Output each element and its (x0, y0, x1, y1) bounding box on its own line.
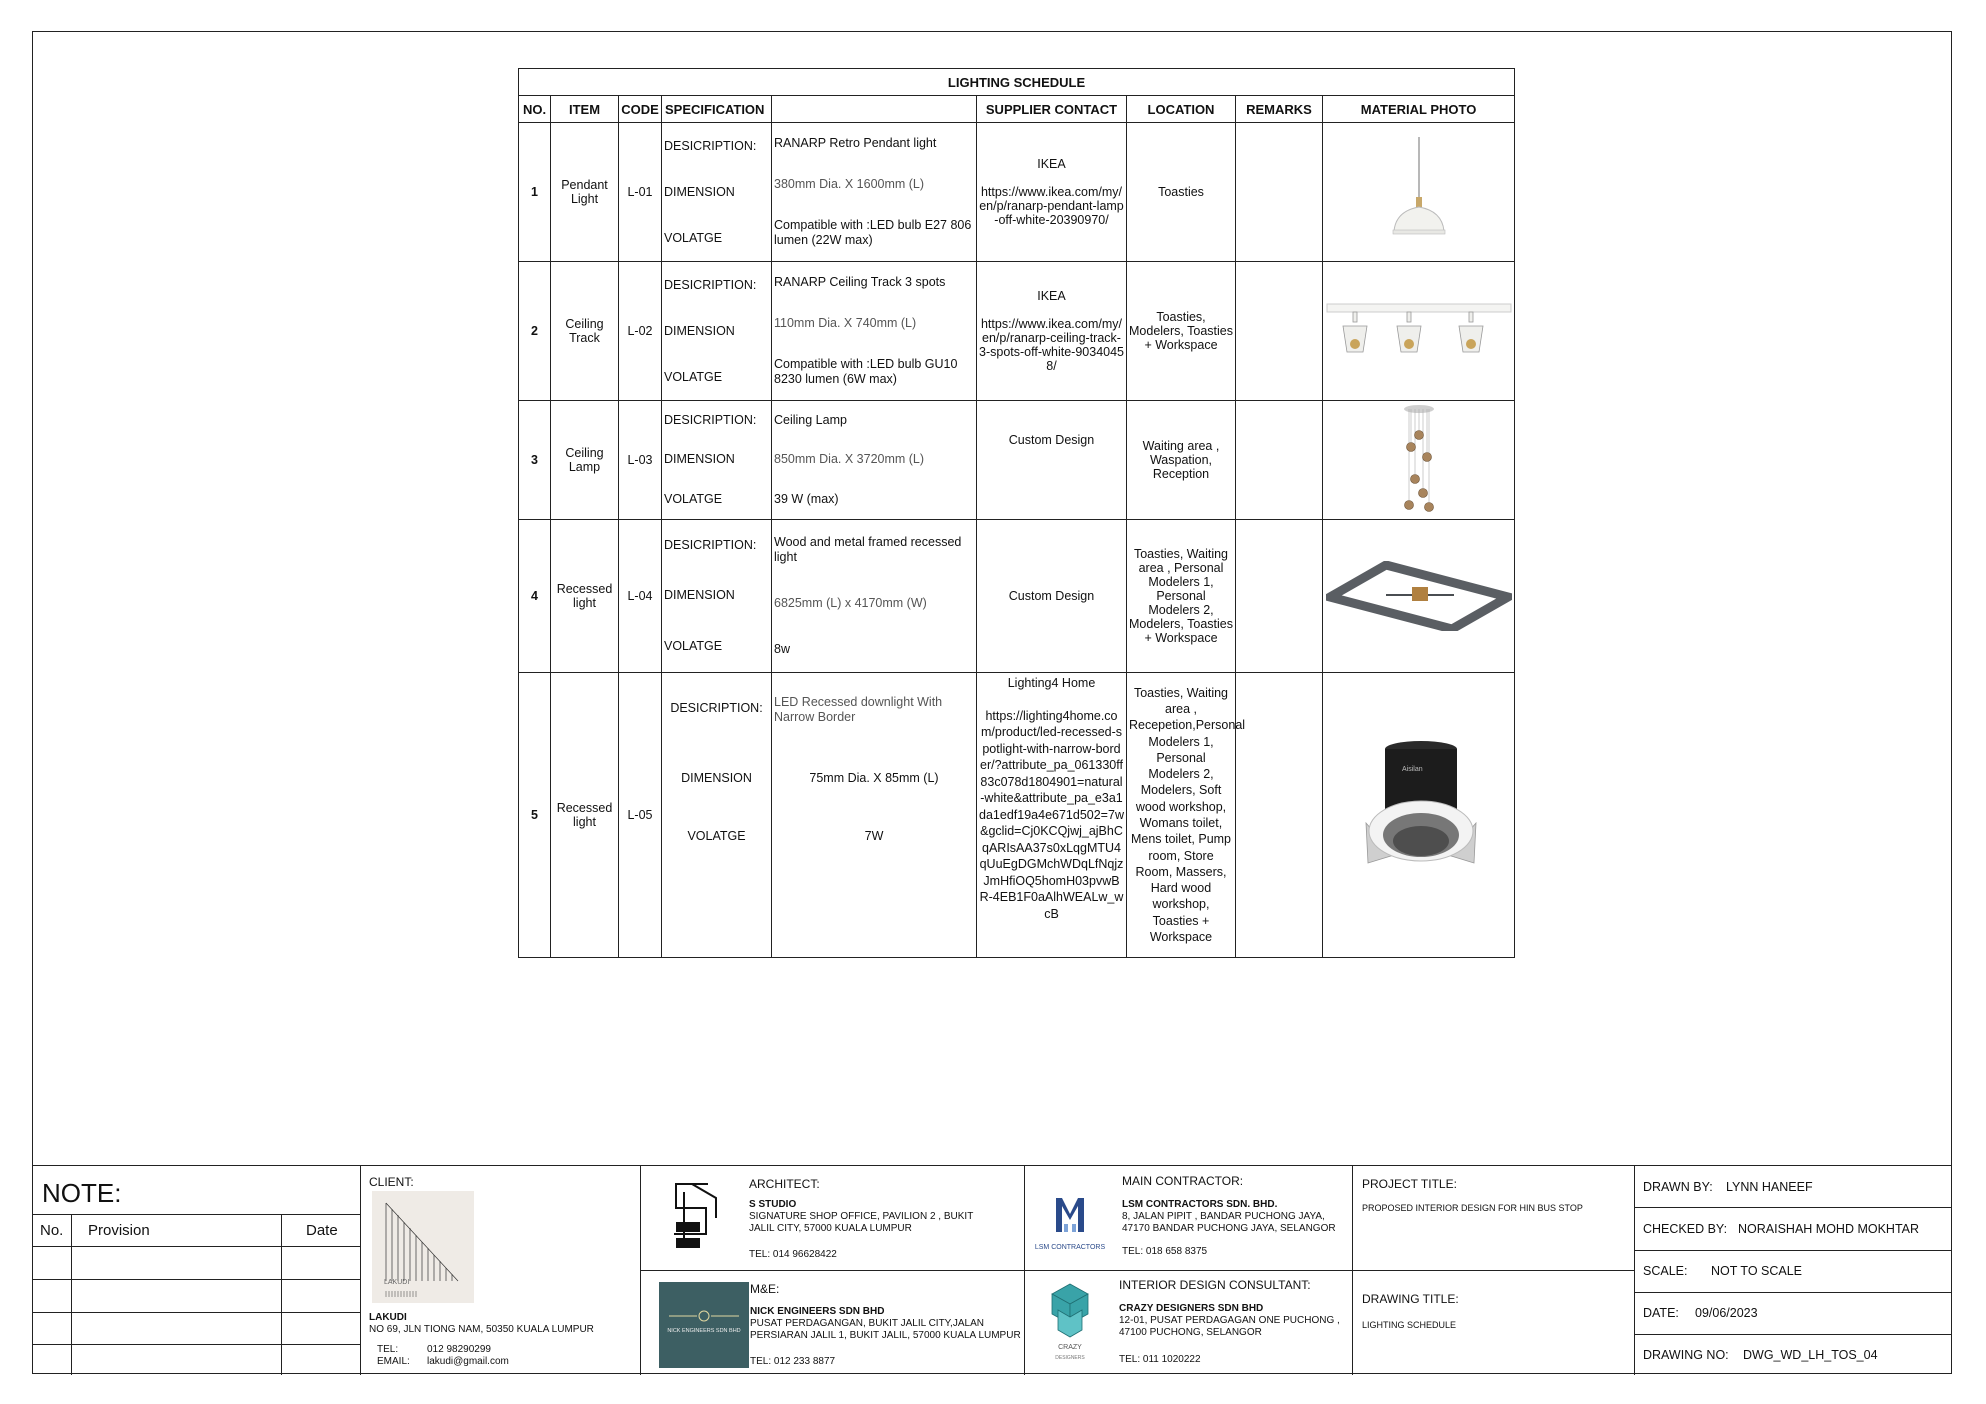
spec-label: DESICRIPTION: (664, 537, 757, 552)
row-remarks (1236, 673, 1323, 958)
crazy-logo-text: CRAZY (1058, 1344, 1082, 1351)
spec-value: Ceiling Lamp (774, 413, 847, 428)
scale-label: SCALE: (1643, 1264, 1688, 1278)
architect-logo (662, 1178, 728, 1267)
note-header-no: No. (40, 1222, 64, 1239)
lsm-logo (1032, 1188, 1108, 1258)
table-row (519, 520, 1515, 673)
architect-address: SIGNATURE SHOP OFFICE, PAVILION 2 , BUKIT JALIL CITY, 57000 KUALA LUMPUR (749, 1211, 974, 1234)
spec-label: VOLATGE (687, 829, 746, 843)
title-block (32, 1165, 1952, 1375)
table-row (519, 673, 1515, 958)
spec-value: RANARP Ceiling Track 3 spots (774, 275, 946, 289)
row-code: L-04 (619, 520, 662, 673)
main-contractor-address: 8, JALAN PIPIT , BANDAR PUCHONG JAYA, 47170 BANDAR PUCHONG JAYA, SELANGOR (1122, 1211, 1336, 1234)
downlight-brand-text: Aisilan (1401, 766, 1423, 773)
spec-label: VOLATGE (664, 491, 723, 506)
client-email-label: EMAIL: (377, 1356, 410, 1367)
spec-value: Compatible with :LED bulb E27 806 lumen (22W max) (774, 218, 972, 247)
spec-value: 850mm Dia. X 3720mm (L) (774, 452, 925, 467)
spec-value: 7W (864, 829, 884, 843)
lighting-schedule-table (518, 68, 1515, 958)
mne-label: M&E: (750, 1282, 780, 1296)
main-contractor-label: MAIN CONTRACTOR: (1122, 1174, 1244, 1188)
spec-value: RANARP Retro Pendant light (774, 136, 937, 150)
id-consultant-label: INTERIOR DESIGN CONSULTANT: (1119, 1278, 1311, 1292)
spec-value: Compatible with :LED bulb GU10 8230 lumen (6W max) (774, 357, 958, 386)
row-location: Waiting area , Waspation, Reception (1127, 401, 1236, 520)
row-location: Toasties, Modelers, Toasties + Workspace (1127, 262, 1236, 401)
drawing-no-label: DRAWING NO: (1643, 1348, 1729, 1362)
supplier-link[interactable]: https://www.ikea.com/my/en/p/ranarp-ceiling-track-3-spots-off-white-90340458/ (979, 317, 1124, 373)
note-title: NOTE: (42, 1178, 122, 1208)
spec-label: VOLATGE (664, 230, 723, 245)
row-location: Toasties (1127, 123, 1236, 262)
id-consultant-tel: TEL: 011 1020222 (1119, 1354, 1201, 1365)
id-consultant-name: CRAZY DESIGNERS SDN BHD (1119, 1303, 1264, 1314)
row-remarks (1236, 401, 1323, 520)
note-header-date: Date (306, 1222, 338, 1239)
downlight-photo (1323, 673, 1515, 958)
cluster-pendant-photo (1323, 401, 1515, 520)
spec-label: DIMENSION (664, 323, 735, 338)
client-address: NO 69, JLN TIONG NAM, 50350 KUALA LUMPUR (369, 1324, 594, 1335)
row-code: L-02 (619, 262, 662, 401)
mne-tel: TEL: 012 233 8877 (750, 1356, 836, 1367)
row-no: 2 (519, 262, 551, 401)
row-item: Recessed light (551, 520, 619, 673)
col-header-code: CODE (619, 96, 662, 123)
spec-value: 8w (774, 641, 790, 656)
client-email: lakudi@gmail.com (427, 1356, 509, 1367)
project-title-value: PROPOSED INTERIOR DESIGN FOR HIN BUS STOP (1362, 1203, 1583, 1213)
client-tel-label: TEL: (377, 1344, 399, 1355)
supplier-link[interactable]: https://www.ikea.com/my/en/p/ranarp-pendant-lamp-off-white-20390970/ (979, 185, 1124, 227)
spec-label: DESICRIPTION: (664, 277, 757, 292)
lsm-logo-text: LSM CONTRACTORS (1034, 1244, 1106, 1251)
supplier-name: Custom Design (1008, 433, 1095, 447)
col-header-photo: MATERIAL PHOTO (1323, 96, 1515, 123)
spec-value: 110mm Dia. X 740mm (L) (774, 316, 917, 330)
spec-label: DIMENSION (664, 588, 735, 603)
pendant-lamp-photo (1323, 123, 1515, 262)
spec-label: DIMENSION (681, 771, 752, 785)
client-logo (372, 1191, 474, 1303)
row-location: Toasties, Waiting area , Recepetion,Personal Modelers 1, Personal Modelers 2, Modelers, Soft wood workshop, Womans toilet, Mens toilet, Pump room, Store Room, Massers, Hard wood workshop, Toasties + Workspace (1127, 673, 1236, 958)
spec-label: DESICRIPTION: (670, 701, 763, 715)
row-no: 3 (519, 401, 551, 520)
col-header-location: LOCATION (1127, 96, 1236, 123)
crazy-logo-subtext: DESIGNERS (1055, 1355, 1085, 1361)
ceiling-track-photo (1323, 262, 1515, 401)
date-label: DATE: (1643, 1306, 1679, 1320)
main-contractor-name: LSM CONTRACTORS SDN. BHD. (1122, 1199, 1278, 1210)
client-name: LAKUDI (369, 1312, 407, 1323)
spec-value: 75mm Dia. X 85mm (L) (809, 771, 939, 785)
checked-by-value: NORAISHAH MOHD MOKHTAR (1738, 1222, 1920, 1236)
spec-label: DIMENSION (664, 184, 735, 199)
mne-name: NICK ENGINEERS SDN BHD (750, 1306, 885, 1317)
supplier-name: IKEA (1037, 289, 1066, 303)
mne-logo (659, 1282, 749, 1368)
row-code: L-01 (619, 123, 662, 262)
table-row (519, 262, 1515, 401)
supplier-name: Custom Design (1008, 589, 1095, 603)
row-remarks (1236, 123, 1323, 262)
drawn-by-label: DRAWN BY: (1643, 1180, 1713, 1194)
main-contractor-tel: TEL: 018 658 8375 (1122, 1246, 1208, 1257)
col-header-remarks: REMARKS (1236, 96, 1323, 123)
client-label: CLIENT: (369, 1175, 414, 1189)
id-consultant-address: 12-01, PUSAT PERDAGAGAN ONE PUCHONG , 47100 PUCHONG, SELANGOR (1119, 1315, 1340, 1338)
spec-label: VOLATGE (664, 639, 723, 654)
col-header-spec-value (772, 96, 977, 123)
schedule-header-row (519, 96, 1515, 123)
mne-address: PUSAT PERDAGANGAN, BUKIT JALIL CITY,JALAN PERSIARAN JALIL 1, BUKIT JALIL, 57000 KUALA LUMPUR (750, 1318, 1021, 1341)
mne-logo-text: NICK ENGINEERS SDN BHD (667, 1328, 741, 1334)
col-header-specification: SPECIFICATION (662, 96, 772, 123)
col-header-no: NO. (519, 96, 551, 123)
architect-name: S STUDIO (749, 1199, 797, 1210)
row-remarks (1236, 520, 1323, 673)
scale-value: NOT TO SCALE (1711, 1264, 1803, 1278)
col-header-item: ITEM (551, 96, 619, 123)
supplier-name: IKEA (1037, 157, 1066, 171)
schedule-title: LIGHTING SCHEDULE (519, 69, 1515, 96)
row-code: L-03 (619, 401, 662, 520)
row-item: Pendant Light (551, 123, 619, 262)
row-location: Toasties, Waiting area , Personal Modelers 1, Personal Modelers 2, Modelers, Toasties + Workspace (1127, 520, 1236, 673)
row-remarks (1236, 262, 1323, 401)
date-value: 09/06/2023 (1695, 1306, 1758, 1320)
checked-by-label: CHECKED BY: (1643, 1222, 1728, 1236)
spec-label: VOLATGE (664, 369, 723, 384)
drawn-by-value: LYNN HANEEF (1726, 1180, 1813, 1194)
table-row (519, 123, 1515, 262)
drawing-no-value: DWG_WD_LH_TOS_04 (1743, 1348, 1878, 1362)
row-no: 5 (519, 673, 551, 958)
spec-value: 6825mm (L) x 4170mm (W) (774, 595, 927, 610)
architect-tel: TEL: 014 96628422 (749, 1249, 837, 1260)
spec-value: 39 W (max) (774, 491, 839, 506)
spec-value: 380mm Dia. X 1600mm (L) (774, 177, 925, 191)
spec-value: Wood and metal framed recessed light (774, 535, 962, 565)
crazy-logo (1032, 1280, 1108, 1370)
row-item: Recessed light (551, 673, 619, 958)
row-no: 1 (519, 123, 551, 262)
client-tel: 012 98290299 (427, 1344, 491, 1355)
supplier-name: Lighting4 Home (1007, 676, 1096, 690)
col-header-supplier: SUPPLIER CONTACT (977, 96, 1127, 123)
row-item: Ceiling Lamp (551, 401, 619, 520)
frame-light-photo (1323, 520, 1515, 673)
row-item: Ceiling Track (551, 262, 619, 401)
architect-label: ARCHITECT: (749, 1177, 820, 1191)
note-header-provision: Provision (88, 1222, 150, 1239)
supplier-link[interactable]: https://lighting4home.com/product/led-recessed-spotlight-with-narrow-border/?attribute_pa_061330ff83c078d1804901=natural-white&attribute_pa_e3a1da1edf19a4e671d502=7w&gclid=Cj0KCQjwj_ajBhCqARIsAA37s0xLqgMTU4qUuEgDGMchWDqLfNqjzJmHfiOQ5homH03pvwBR-4EB1F0aAlhWEALw_wcB (979, 708, 1124, 921)
spec-label: DIMENSION (664, 452, 735, 467)
table-row (519, 401, 1515, 520)
client-logo-text: LAKUDI (384, 1279, 410, 1286)
drawing-title-value: LIGHTING SCHEDULE (1362, 1320, 1457, 1330)
project-title-label: PROJECT TITLE: (1362, 1177, 1457, 1191)
spec-label: DESICRIPTION: (664, 138, 757, 153)
drawing-title-label: DRAWING TITLE: (1362, 1292, 1459, 1306)
spec-value: LED Recessed downlight With Narrow Border (774, 695, 943, 724)
row-code: L-05 (619, 673, 662, 958)
row-no: 4 (519, 520, 551, 673)
spec-label: DESICRIPTION: (664, 413, 757, 428)
